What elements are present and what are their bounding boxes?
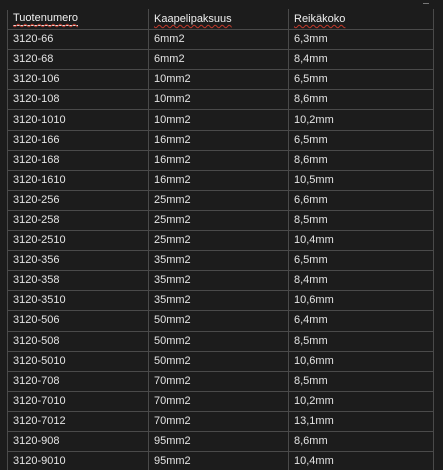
cell-product-number: 3120-508	[8, 331, 149, 351]
cell-cable-thickness: 25mm2	[149, 210, 289, 230]
cell-product-number: 3120-3510	[8, 291, 149, 311]
cell-product-number: 3120-1610	[8, 170, 149, 190]
table-row	[8, 431, 434, 451]
cell-cable-thickness: 50mm2	[149, 311, 289, 331]
cell-product-number: 3120-258	[8, 210, 149, 230]
table-row	[8, 251, 434, 271]
cell-cable-thickness: 25mm2	[149, 190, 289, 210]
cell-cable-thickness: 6mm2	[149, 50, 289, 70]
cell-hole-size: 8,6mm	[289, 90, 434, 110]
table-row	[8, 190, 434, 210]
table-row	[8, 311, 434, 331]
table-row	[8, 50, 434, 70]
table-row	[8, 452, 434, 470]
cell-cable-thickness: 50mm2	[149, 351, 289, 371]
table-row	[8, 210, 434, 230]
table-row	[8, 371, 434, 391]
cell-hole-size: 6,5mm	[289, 251, 434, 271]
cell-hole-size: 10,2mm	[289, 110, 434, 130]
cell-hole-size: 6,4mm	[289, 311, 434, 331]
cell-cable-thickness: 16mm2	[149, 130, 289, 150]
cell-product-number: 3120-2510	[8, 231, 149, 251]
cell-cable-thickness: 70mm2	[149, 371, 289, 391]
cell-hole-size: 10,6mm	[289, 291, 434, 311]
cell-hole-size: 8,5mm	[289, 210, 434, 230]
product-table	[7, 9, 434, 470]
cell-product-number: 3120-5010	[8, 351, 149, 371]
cell-product-number: 3120-708	[8, 371, 149, 391]
table-body	[8, 30, 434, 470]
header-cable-thickness-label: Kaapelipaksuus	[154, 13, 232, 26]
cell-cable-thickness: 95mm2	[149, 452, 289, 470]
cell-hole-size: 8,4mm	[289, 50, 434, 70]
header-product-number	[8, 10, 149, 30]
cell-hole-size: 8,5mm	[289, 331, 434, 351]
cell-hole-size: 10,5mm	[289, 170, 434, 190]
cell-cable-thickness: 10mm2	[149, 70, 289, 90]
table-row	[8, 291, 434, 311]
cell-hole-size: 6,3mm	[289, 30, 434, 50]
cell-product-number: 3120-506	[8, 311, 149, 331]
table-row	[8, 351, 434, 371]
cell-hole-size: 8,6mm	[289, 431, 434, 451]
cell-hole-size: 8,6mm	[289, 150, 434, 170]
top-mark	[423, 0, 429, 4]
table-header-row	[8, 10, 434, 30]
table-row	[8, 391, 434, 411]
cell-hole-size: 8,4mm	[289, 271, 434, 291]
cell-product-number: 3120-908	[8, 431, 149, 451]
cell-cable-thickness: 35mm2	[149, 291, 289, 311]
table-row	[8, 231, 434, 251]
cell-cable-thickness: 25mm2	[149, 231, 289, 251]
table-row	[8, 30, 434, 50]
cell-product-number: 3120-256	[8, 190, 149, 210]
cell-product-number: 3120-7012	[8, 411, 149, 431]
header-hole-size-label: Reikäkoko	[294, 13, 346, 26]
cell-hole-size: 10,6mm	[289, 351, 434, 371]
cell-product-number: 3120-9010	[8, 452, 149, 470]
table-row	[8, 70, 434, 90]
cell-product-number: 3120-106	[8, 70, 149, 90]
cell-hole-size: 6,6mm	[289, 190, 434, 210]
cell-cable-thickness: 35mm2	[149, 251, 289, 271]
cell-hole-size: 6,5mm	[289, 70, 434, 90]
cell-hole-size: 10,2mm	[289, 391, 434, 411]
cell-product-number: 3120-358	[8, 271, 149, 291]
table-row	[8, 411, 434, 431]
cell-hole-size: 10,4mm	[289, 452, 434, 470]
cell-product-number: 3120-356	[8, 251, 149, 271]
cell-product-number: 3120-68	[8, 50, 149, 70]
cell-hole-size: 13,1mm	[289, 411, 434, 431]
table-row	[8, 90, 434, 110]
table-row	[8, 130, 434, 150]
cell-hole-size: 6,5mm	[289, 130, 434, 150]
header-product-number-label: Tuotenumero	[13, 12, 79, 25]
cell-product-number: 3120-166	[8, 130, 149, 150]
cell-product-number: 3120-168	[8, 150, 149, 170]
cell-product-number: 3120-1010	[8, 110, 149, 130]
cell-cable-thickness: 70mm2	[149, 391, 289, 411]
cell-cable-thickness: 70mm2	[149, 411, 289, 431]
cell-cable-thickness: 16mm2	[149, 150, 289, 170]
cell-hole-size: 10,4mm	[289, 231, 434, 251]
cell-product-number: 3120-108	[8, 90, 149, 110]
cell-cable-thickness: 10mm2	[149, 90, 289, 110]
table-row	[8, 271, 434, 291]
cell-cable-thickness: 35mm2	[149, 271, 289, 291]
cell-product-number: 3120-7010	[8, 391, 149, 411]
table-row	[8, 331, 434, 351]
cell-product-number: 3120-66	[8, 30, 149, 50]
header-cable-thickness	[149, 10, 289, 30]
cell-cable-thickness: 16mm2	[149, 170, 289, 190]
table-row	[8, 170, 434, 190]
top-strip	[0, 0, 443, 8]
cell-cable-thickness: 6mm2	[149, 30, 289, 50]
cell-cable-thickness: 95mm2	[149, 431, 289, 451]
cell-cable-thickness: 50mm2	[149, 331, 289, 351]
cell-hole-size: 8,5mm	[289, 371, 434, 391]
table-row	[8, 150, 434, 170]
header-hole-size	[289, 10, 434, 30]
cell-cable-thickness: 10mm2	[149, 110, 289, 130]
table-row	[8, 110, 434, 130]
